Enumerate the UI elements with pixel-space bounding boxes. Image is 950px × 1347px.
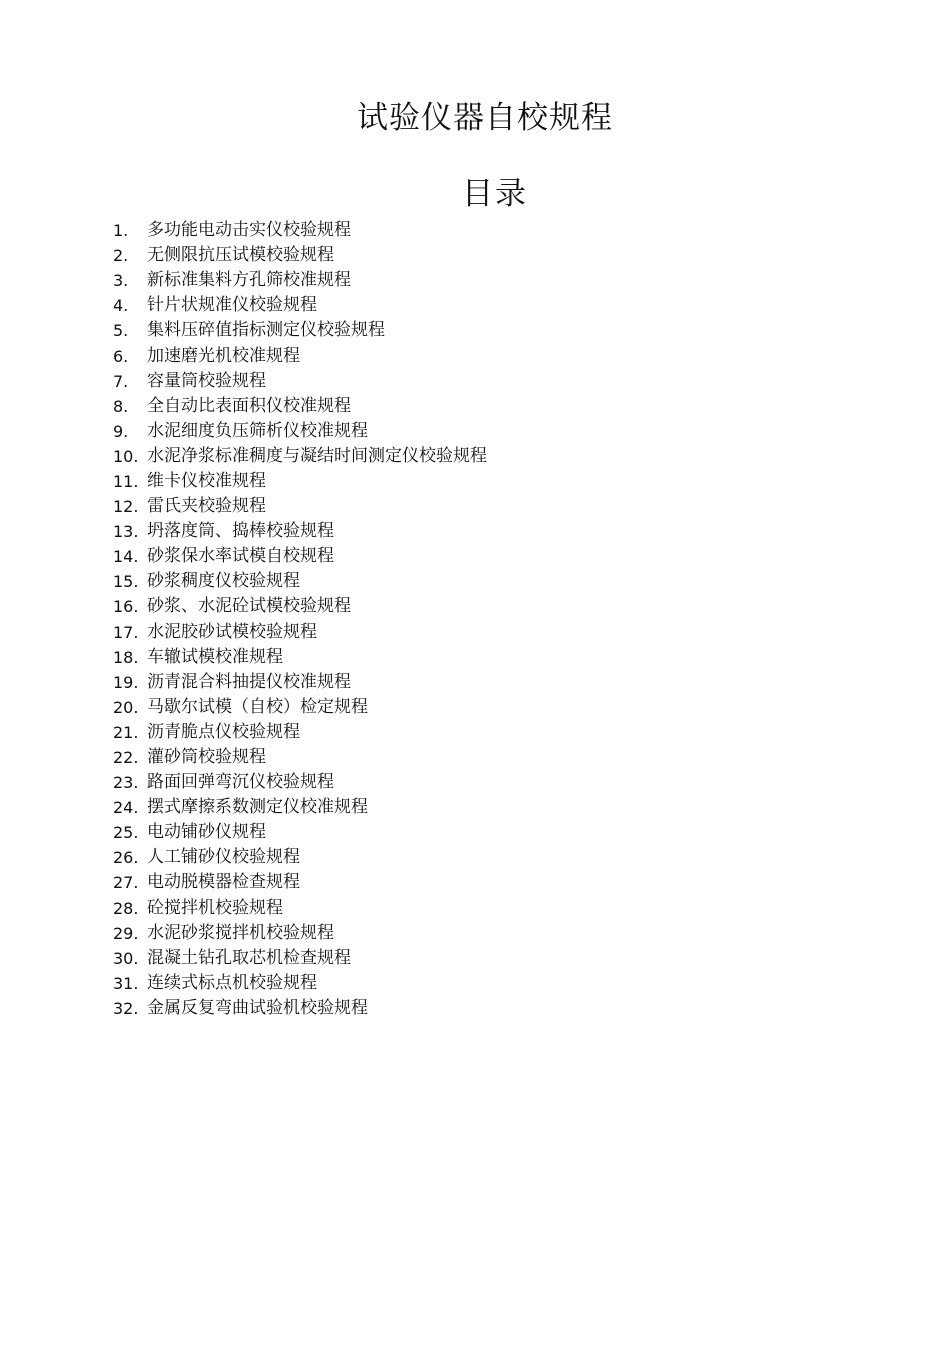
toc-item xyxy=(113,896,873,921)
toc-item-number: 22. xyxy=(113,748,139,768)
toc-item xyxy=(113,670,873,695)
toc-item xyxy=(113,343,873,368)
toc-item-text: 砂浆稠度仪校验规程 xyxy=(147,571,300,592)
toc-item-number: 4. xyxy=(113,296,129,316)
toc-item-number: 27. xyxy=(113,873,139,893)
toc-item-number: 5. xyxy=(113,321,129,341)
toc-item xyxy=(113,243,873,268)
toc-item-text: 电动脱模器检查规程 xyxy=(147,872,300,893)
toc-item-number: 12. xyxy=(113,497,139,517)
toc-list xyxy=(113,218,873,1021)
toc-item-text: 全自动比表面积仪校准规程 xyxy=(147,395,351,416)
toc-item-text: 多功能电动击实仪校验规程 xyxy=(147,220,351,241)
toc-item-number: 2. xyxy=(113,246,129,266)
toc-item-number: 15. xyxy=(113,572,139,592)
toc-item-text: 砂浆、水泥砼试模校验规程 xyxy=(147,596,351,617)
toc-item-text: 容量筒校验规程 xyxy=(147,370,266,391)
toc-item-text: 电动铺砂仪规程 xyxy=(147,822,266,843)
toc-item-text: 金属反复弯曲试验机校验规程 xyxy=(147,997,368,1018)
toc-item xyxy=(113,444,873,469)
toc-item-number: 6. xyxy=(113,346,129,366)
toc-item-text: 砂浆保水率试模自校规程 xyxy=(147,546,334,567)
toc-item-text: 集料压碎值指标测定仪校验规程 xyxy=(147,320,385,341)
toc-item-number: 19. xyxy=(113,672,139,692)
toc-item-text: 砼搅拌机校验规程 xyxy=(147,897,283,918)
toc-item-text: 马歇尔试模（自校）检定规程 xyxy=(147,696,368,717)
toc-item-number: 29. xyxy=(113,923,139,943)
toc-item-number: 8. xyxy=(113,396,129,416)
toc-item-text: 水泥砂浆搅拌机校验规程 xyxy=(147,922,334,943)
toc-item xyxy=(113,946,873,971)
toc-heading: 目录 xyxy=(462,176,528,212)
toc-item-number: 20. xyxy=(113,697,139,717)
toc-item xyxy=(113,620,873,645)
toc-item-number: 1. xyxy=(113,221,129,241)
toc-item-number: 16. xyxy=(113,597,139,617)
toc-item xyxy=(113,845,873,870)
toc-item-text: 连续式标点机校验规程 xyxy=(147,972,317,993)
toc-item-number: 3. xyxy=(113,271,129,291)
toc-item xyxy=(113,469,873,494)
toc-item xyxy=(113,268,873,293)
toc-item-number: 14. xyxy=(113,547,139,567)
toc-item-text: 水泥细度负压筛析仪校准规程 xyxy=(147,420,368,441)
toc-item xyxy=(113,369,873,394)
toc-item xyxy=(113,519,873,544)
toc-item xyxy=(113,594,873,619)
toc-item-text: 维卡仪校准规程 xyxy=(147,470,266,491)
toc-item xyxy=(113,720,873,745)
toc-item-number: 9. xyxy=(113,421,129,441)
toc-item-text: 加速磨光机校准规程 xyxy=(147,345,300,366)
toc-item xyxy=(113,820,873,845)
toc-item xyxy=(113,569,873,594)
toc-item-text: 混凝土钻孔取芯机检查规程 xyxy=(147,947,351,968)
toc-item xyxy=(113,770,873,795)
toc-item-text: 水泥净浆标准稠度与凝结时间测定仪校验规程 xyxy=(147,445,487,466)
toc-item-text: 人工铺砂仪校验规程 xyxy=(147,847,300,868)
toc-item-number: 13. xyxy=(113,522,139,542)
toc-item xyxy=(113,544,873,569)
toc-item-text: 车辙试模校准规程 xyxy=(147,646,283,667)
toc-item-text: 路面回弹弯沉仪校验规程 xyxy=(147,772,334,793)
toc-item-number: 25. xyxy=(113,823,139,843)
toc-item-number: 32. xyxy=(113,998,139,1018)
toc-item-number: 26. xyxy=(113,848,139,868)
toc-item xyxy=(113,695,873,720)
toc-item xyxy=(113,494,873,519)
toc-item xyxy=(113,921,873,946)
toc-item-text: 灌砂筒校验规程 xyxy=(147,747,266,768)
toc-item xyxy=(113,745,873,770)
toc-item xyxy=(113,971,873,996)
toc-item-number: 17. xyxy=(113,622,139,642)
toc-item xyxy=(113,394,873,419)
toc-item xyxy=(113,870,873,895)
toc-item-number: 7. xyxy=(113,371,129,391)
toc-item-text: 无侧限抗压试模校验规程 xyxy=(147,245,334,266)
toc-item xyxy=(113,795,873,820)
toc-item xyxy=(113,419,873,444)
toc-item-text: 坍落度筒、捣棒校验规程 xyxy=(147,521,334,542)
toc-item-text: 水泥胶砂试模校验规程 xyxy=(147,621,317,642)
toc-item-number: 24. xyxy=(113,798,139,818)
toc-item-text: 沥青混合料抽提仪校准规程 xyxy=(147,671,351,692)
toc-item-number: 10. xyxy=(113,446,139,466)
toc-item xyxy=(113,645,873,670)
toc-item-text: 新标准集料方孔筛校准规程 xyxy=(147,270,351,291)
toc-item-number: 18. xyxy=(113,647,139,667)
toc-item xyxy=(113,293,873,318)
toc-item-number: 30. xyxy=(113,948,139,968)
toc-item xyxy=(113,996,873,1021)
toc-item-text: 沥青脆点仪校验规程 xyxy=(147,721,300,742)
toc-item-number: 28. xyxy=(113,898,139,918)
toc-item-number: 21. xyxy=(113,722,139,742)
toc-item xyxy=(113,318,873,343)
toc-item xyxy=(113,218,873,243)
toc-item-number: 23. xyxy=(113,773,139,793)
document-title: 试验仪器自校规程 xyxy=(357,100,613,136)
toc-item-number: 11. xyxy=(113,471,139,491)
toc-item-number: 31. xyxy=(113,973,139,993)
toc-item-text: 摆式摩擦系数测定仪校准规程 xyxy=(147,797,368,818)
toc-item-text: 雷氏夹校验规程 xyxy=(147,496,266,517)
toc-item-text: 针片状规准仪校验规程 xyxy=(147,295,317,316)
